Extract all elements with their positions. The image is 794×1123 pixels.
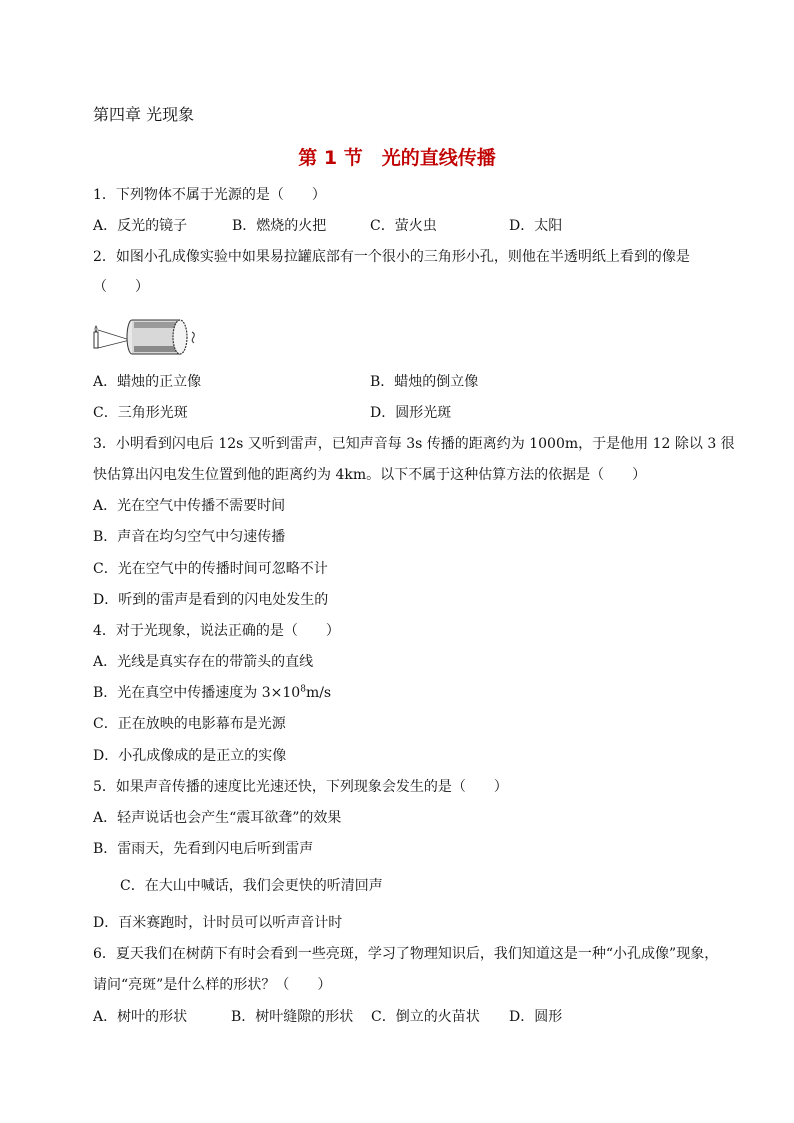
question-6-option-c: C．倒立的火苗状 <box>371 1009 480 1025</box>
chapter-heading: 第四章 光现象 <box>93 105 195 124</box>
question-4-option-b <box>93 684 331 702</box>
can-shading <box>134 322 178 328</box>
question-5-option-d: D．百米赛跑时，计时员可以听声音计时 <box>93 915 343 931</box>
question-5-option-c: C．在大山中喊话，我们会更快的听清回声 <box>120 878 383 894</box>
question-3-option-a: A．光在空气中传播不需要时间 <box>93 498 286 514</box>
question-5-option-a: A．轻声说话也会产生“震耳欲聋”的效果 <box>93 810 342 826</box>
question-2-option-c: C．三角形光斑 <box>93 405 188 421</box>
question-1-stem: 1．下列物体不属于光源的是（ ） <box>93 187 326 203</box>
question-5-stem: 5．如果声音传播的速度比光速还快，下列现象会发生的是（ ） <box>93 779 508 795</box>
question-3-stem-line1: 3．小明看到闪电后 12s 又听到雷声，已知声音每 3s 传播的距离约为 1000m，于是他用 12 除以 3 很 <box>93 436 735 452</box>
question-1-option-a: A．反光的镜子 <box>93 218 188 234</box>
question-2-stem-line2: （ ） <box>93 279 149 295</box>
question-6-stem-line1: 6．夏天我们在树荫下有时会看到一些亮斑，学习了物理知识后，我们知道这是一种“小孔成像”现象， <box>93 946 719 962</box>
question-4-stem: 4．对于光现象，说法正确的是（ ） <box>93 623 340 639</box>
question-3-option-b: B．声音在均匀空气中匀速传播 <box>93 529 286 545</box>
question-1-option-d: D．太阳 <box>509 218 563 234</box>
question-3-stem-line2: 快估算出闪电发生位置到他的距离约为 4km。以下不属于这种估算方法的依据是（ ） <box>93 467 647 483</box>
light-ray-bottom <box>98 340 130 348</box>
question-2-option-a: A．蜡烛的正立像 <box>93 374 202 390</box>
question-6-option-a: A．树叶的形状 <box>93 1009 188 1025</box>
question-1-option-c: C．萤火虫 <box>370 218 437 234</box>
question-4-option-c: C．正在放映的电影幕布是光源 <box>93 716 286 732</box>
question-4-option-b-unit: m/s <box>305 685 332 701</box>
question-4-option-b-text: B．光在真空中传播速度为 3×10 <box>93 685 301 701</box>
question-3-option-c: C．光在空气中的传播时间可忽略不计 <box>93 561 328 577</box>
question-2-option-d: D．圆形光斑 <box>370 405 452 421</box>
question-4-option-b-exponent: 8 <box>300 684 306 695</box>
pinhole-camera-figure <box>92 312 202 358</box>
question-2-stem-line1: 2．如图小孔成像实验中如果易拉罐底部有一个很小的三角形小孔，则他在半透明纸上看到的像是 <box>93 249 690 265</box>
candle-flame <box>95 326 97 332</box>
eye-icon <box>192 332 194 343</box>
question-6-option-d: D．圆形 <box>509 1009 563 1025</box>
candle-body <box>94 332 98 348</box>
question-4-option-a: A．光线是真实存在的带箭头的直线 <box>93 654 314 670</box>
question-1-option-b: B．燃烧的火把 <box>232 218 327 234</box>
light-ray-top <box>98 330 130 340</box>
question-5-option-b: B．雷雨天，先看到闪电后听到雷声 <box>93 841 314 857</box>
translucent-paper <box>173 320 187 354</box>
question-4-option-d: D．小孔成像成的是正立的实像 <box>93 748 287 764</box>
question-3-option-d: D．听到的雷声是看到的闪电处发生的 <box>93 592 329 608</box>
question-6-stem-line2: 请问“亮斑”是什么样的形状？（ ） <box>93 977 332 993</box>
question-2-option-b: B．蜡烛的倒立像 <box>370 374 479 390</box>
question-6-option-b: B．树叶缝隙的形状 <box>231 1009 354 1025</box>
section-title: 第 1 节 光的直线传播 <box>298 147 496 169</box>
